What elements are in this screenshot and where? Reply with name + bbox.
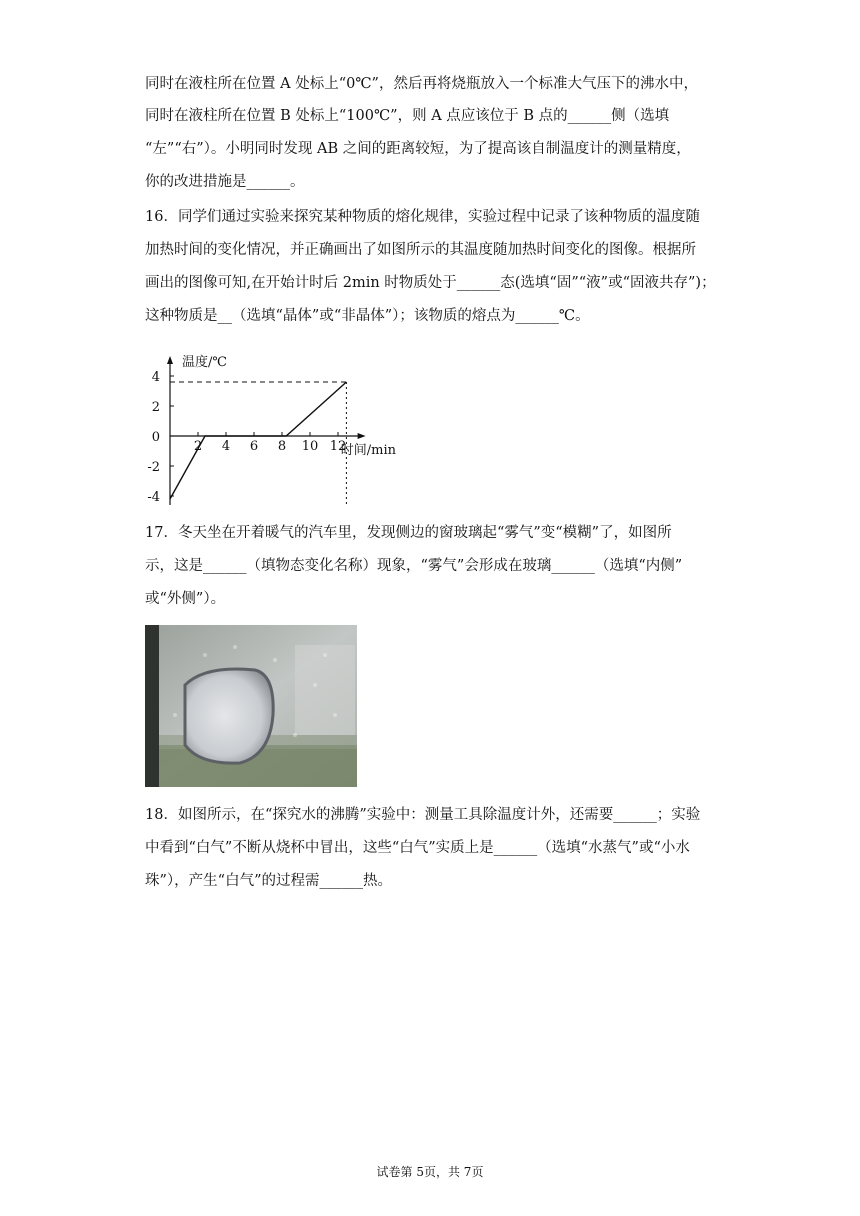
x-axis-arrow: [358, 433, 366, 439]
y-tick-label: 2: [151, 400, 160, 415]
page-footer: 试卷第 5页，共 7页: [376, 1165, 484, 1179]
y-tick-label: -4: [147, 490, 160, 505]
q18-line-2: 中看到“白气”不断从烧杯中冒出，这些“白气”实质上是______（选填“水蒸气”或“小水: [145, 840, 690, 856]
x-tick-label: 2: [193, 439, 203, 454]
x-tick-label: 12: [329, 439, 347, 454]
y-tick-label: 0: [151, 430, 160, 445]
q16-line-2: 加热时间的变化情况，并正确画出了如图所示的其温度随加热时间变化的图像。根据所: [145, 242, 696, 258]
q16-line-4: 这种物质是__（选填“晶体”或“非晶体”）；该物质的熔点为______℃。: [145, 308, 590, 324]
q16-line-3: 画出的图像可知,在开始计时后 2min 时物质处于______态(选填“固”“液”或“固液共存”)；: [145, 275, 716, 291]
temperature-time-graph: [140, 350, 410, 508]
x-tick-label: 4: [221, 439, 231, 454]
y-tick-label: -2: [147, 460, 160, 475]
q15-line-4: 你的改进措施是______。: [145, 174, 305, 190]
y-axis-label: 温度/℃: [182, 355, 227, 370]
q17-line-3: 或“外侧”）。: [145, 591, 226, 607]
q17-line-2: 示，这是______（填物态变化名称）现象，“雾气”会形成在玻璃______（选填“内侧”: [145, 558, 683, 574]
x-axis-label: 时间/min: [340, 443, 397, 458]
q18-line-1: 18．如图所示，在“探究水的沸腾”实验中：测量工具除温度计外，还需要______；实验: [145, 807, 701, 823]
x-tick-label: 10: [301, 439, 319, 454]
graph-svg: [140, 350, 410, 508]
x-tick-label: 8: [277, 439, 287, 454]
x-tick-label: 6: [249, 439, 259, 454]
q17-line-1: 17．冬天坐在开着暖气的汽车里，发现侧边的窗玻璃起“雾气”变“模糊”了，如图所: [145, 525, 672, 541]
foggy-car-window-photo: [145, 625, 357, 787]
y-axis-arrow: [167, 356, 173, 364]
q15-line-3: “左”“右”）。小明同时发现 AB 之间的距离较短，为了提高该自制温度计的测量精度，: [145, 141, 691, 157]
y-tick-label: 4: [151, 370, 160, 385]
q15-line-1: 同时在液柱所在位置 A 处标上“0℃”，然后再将烧瓶放入一个标准大气压下的沸水中，: [145, 76, 698, 92]
q15-line-2: 同时在液柱所在位置 B 处标上“100℃”，则 A 点应该位于 B 点的______侧（选填: [145, 108, 670, 124]
q18-line-3: 珠”），产生“白气”的过程需______热。: [145, 873, 392, 889]
q16-line-1: 16．同学们通过实验来探究某种物质的熔化规律，实验过程中记录了该种物质的温度随: [145, 209, 700, 225]
